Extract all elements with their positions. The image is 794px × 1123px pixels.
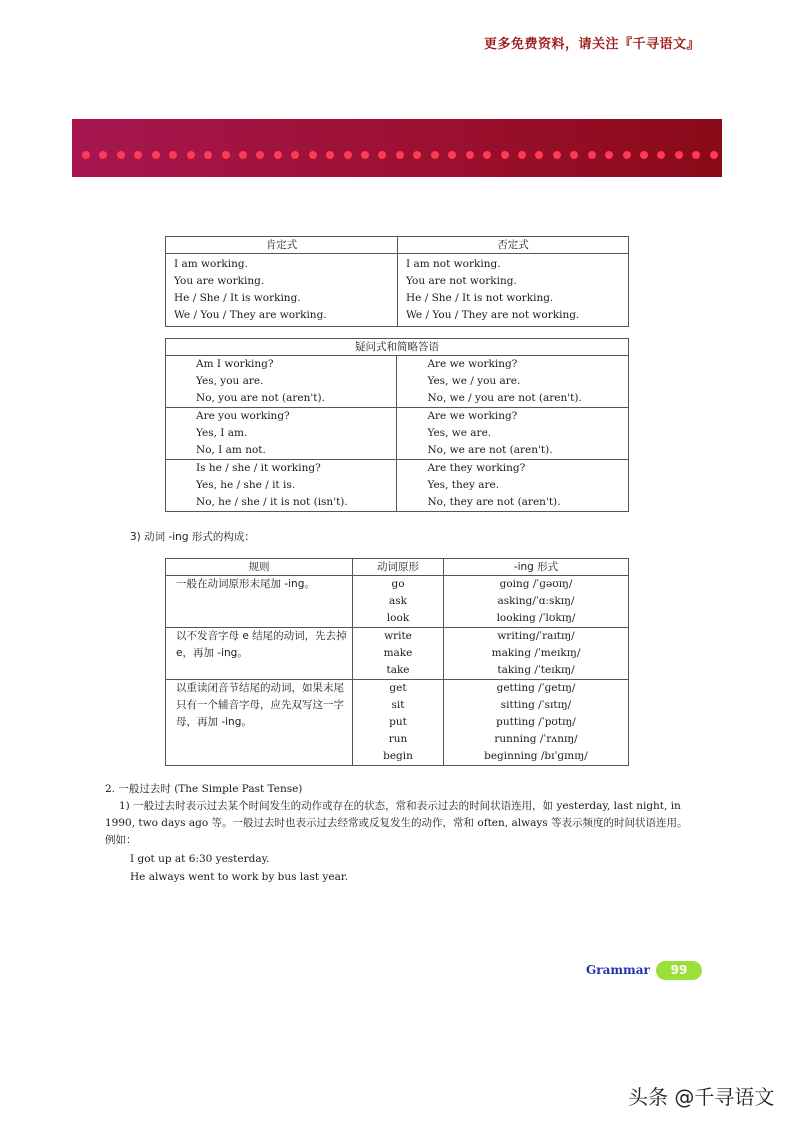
base-form: make xyxy=(383,647,413,659)
ing-form: getting /ˈɡetɪŋ/ xyxy=(496,682,576,694)
question-cell xyxy=(397,356,629,408)
ing-form: beginning /bɪˈɡɪnɪŋ/ xyxy=(484,750,588,762)
negative-header: 否定式 xyxy=(398,237,629,254)
question-cell xyxy=(166,356,397,408)
question-answer-header: 疑问式和简略答语 xyxy=(166,339,629,356)
base-form-cell xyxy=(353,680,444,766)
section-heading: 3) 动词 -ing 形式的构成： xyxy=(130,531,255,543)
ing-form-cell xyxy=(444,628,629,680)
header-banner xyxy=(72,119,722,177)
qa-line: No, we are not (aren't). xyxy=(427,444,553,456)
qa-line: Are you working? xyxy=(196,410,290,422)
affirmative-line: I am working. xyxy=(174,258,248,270)
base-form: take xyxy=(386,664,410,676)
qa-line: Are we working? xyxy=(427,358,518,370)
qa-line: No, they are not (aren't). xyxy=(427,496,561,508)
past-tense-body: 1) 一般过去时表示过去某个时间发生的动作或存在的状态，常和表示过去的时间状语连用，如 yesterday, last night, in 1990, two days ago 等。一般过去时也表示过去经常或反复发生的动作，常和 often, always 等表示频度的时间状语连用。例如： xyxy=(105,800,688,846)
base-form: write xyxy=(384,630,412,642)
example-sentence: I got up at 6:30 yesterday. xyxy=(130,853,270,865)
rule-cell xyxy=(166,576,353,628)
banner-dots xyxy=(82,151,722,160)
watermark: 头条 @千寻语文 xyxy=(628,1085,775,1109)
affirmative-line: He / She / It is working. xyxy=(174,292,301,304)
qa-line: Yes, we / you are. xyxy=(427,375,521,387)
base-form: get xyxy=(389,682,407,694)
footer-section-label: Grammar xyxy=(586,963,650,977)
negative-line: We / You / They are not working. xyxy=(406,309,580,321)
rule-cell xyxy=(166,680,353,766)
negative-line: He / She / It is not working. xyxy=(406,292,554,304)
ing-form: running /ˈrʌnɪŋ/ xyxy=(494,733,578,745)
ing-form-header: -ing 形式 xyxy=(444,559,629,576)
ing-form: taking /ˈteɪkɪŋ/ xyxy=(497,664,575,676)
qa-line: No, we / you are not (aren't). xyxy=(427,392,582,404)
ing-form-cell xyxy=(444,576,629,628)
base-form: go xyxy=(391,578,405,590)
rule-text: 以不发音字母 e 结尾的动词，先去掉 e，再加 -ing。 xyxy=(176,630,347,659)
ing-form: going /ˈɡəʊɪŋ/ xyxy=(499,578,573,590)
qa-line: No, I am not. xyxy=(196,444,266,456)
qa-line: Yes, I am. xyxy=(196,427,248,439)
ing-form: sitting /ˈsɪtɪŋ/ xyxy=(500,699,572,711)
base-form-cell xyxy=(353,576,444,628)
rule-cell xyxy=(166,628,353,680)
qa-line: Yes, you are. xyxy=(196,375,264,387)
question-cell xyxy=(166,408,397,460)
question-cell xyxy=(166,460,397,512)
affirmative-header: 肯定式 xyxy=(166,237,398,254)
base-form-cell xyxy=(353,628,444,680)
base-form: put xyxy=(389,716,407,728)
qa-line: No, you are not (aren't). xyxy=(196,392,325,404)
qa-line: Are they working? xyxy=(427,462,526,474)
affirmative-line: You are working. xyxy=(174,275,265,287)
qa-line: Yes, he / she / it is. xyxy=(196,479,296,491)
qa-line: Is he / she / it working? xyxy=(196,462,321,474)
ing-form: looking /ˈlʊkɪŋ/ xyxy=(496,612,576,624)
example-sentence: He always went to work by bus last year. xyxy=(130,871,349,883)
affirmative-negative-table xyxy=(165,236,629,327)
negative-cell xyxy=(398,254,629,327)
base-form-header: 动词原形 xyxy=(353,559,444,576)
affirmative-line: We / You / They are working. xyxy=(174,309,327,321)
base-form: sit xyxy=(391,699,405,711)
qa-line: Yes, we are. xyxy=(427,427,492,439)
ing-form: putting /ˈpʊtɪŋ/ xyxy=(496,716,576,728)
rule-header: 规则 xyxy=(166,559,353,576)
ing-form-cell xyxy=(444,680,629,766)
ing-form-table xyxy=(165,558,629,766)
rule-text: 以重读闭音节结尾的动词，如果末尾只有一个辅音字母，应先双写这一字母，再加 -ing。 xyxy=(176,682,344,728)
ing-form: writing/ˈraɪtɪŋ/ xyxy=(497,630,575,642)
ing-form: asking/ˈɑːskɪŋ/ xyxy=(497,595,575,607)
ing-form: making /ˈmeɪkɪŋ/ xyxy=(491,647,581,659)
rule-text: 一般在动词原形末尾加 -ing。 xyxy=(176,578,315,590)
question-cell xyxy=(397,460,629,512)
base-form: begin xyxy=(383,750,413,762)
qa-line: Are we working? xyxy=(427,410,518,422)
qa-line: No, he / she / it is not (isn't). xyxy=(196,496,348,508)
promo-note: 更多免费资料，请关注『千寻语文』 xyxy=(484,37,701,52)
base-form: look xyxy=(386,612,410,624)
qa-line: Yes, they are. xyxy=(427,479,500,491)
past-tense-title: 2. 一般过去时 (The Simple Past Tense) xyxy=(105,783,303,795)
question-answer-table xyxy=(165,338,629,512)
qa-line: Am I working? xyxy=(196,358,274,370)
question-cell xyxy=(397,408,629,460)
affirmative-cell xyxy=(166,254,398,327)
base-form: run xyxy=(388,733,408,745)
negative-line: You are not working. xyxy=(406,275,517,287)
page-number-badge: 99 xyxy=(656,961,702,980)
base-form: ask xyxy=(388,595,407,607)
negative-line: I am not working. xyxy=(406,258,501,270)
